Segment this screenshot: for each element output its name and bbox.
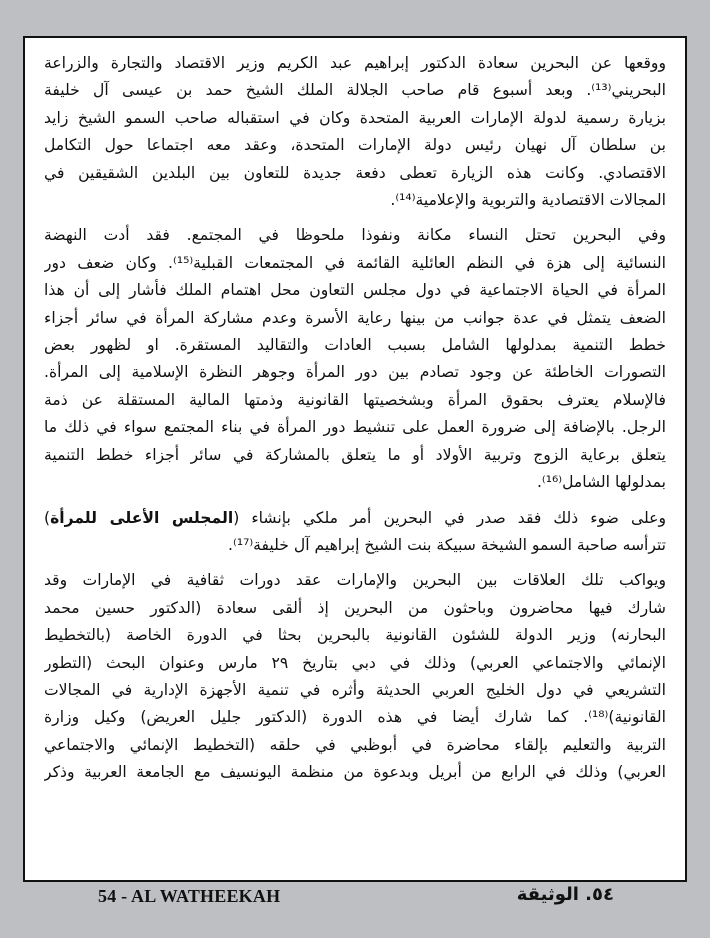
council-name: المجلس الأعلى للمرأة (50, 508, 234, 527)
paragraph-2 (44, 222, 666, 496)
paragraph-3 (44, 505, 666, 560)
page-number-en: 54 - AL WATHEEKAH (98, 886, 281, 906)
page-footer (0, 884, 710, 914)
text-line: الاقتصادي. وكانت هذه الزيارة تعطى دفعة جديدة للتعاون بين البلدين الشقيقين في (44, 163, 666, 182)
text-line: البحارنه) وزير الدولة للشئون القانونية بالبحرين بحثا في الدورة الخاصة (بالتخطيط (44, 626, 666, 645)
text-line: وفي البحرين تحتل النساء مكانة ونفوذا ملحوظا في المجتمع. فقد أدت النهضة (44, 226, 666, 245)
text-line: الضعف يتمثل في عدة جوانب من بينها رعاية الأسرة وعدم مشاركة المرأة في سائر أجزاء (44, 308, 666, 327)
paragraph-1 (44, 50, 666, 214)
text-run: ) (44, 508, 51, 527)
text-line: التشريعي في دول الخليج العربي الحديثة وأثره في تنمية الأجهزة الإدارية في المجالات (44, 680, 666, 699)
text-line: يتعلق برعاية الزوج وتربية الأولاد أو ما يتعلق بالمشاركة في سائر أجزاء خطط التنمية (44, 445, 666, 464)
text-line: الرجل. بالإضافة إلى ضرورة العمل على تنشيط دور المرأة في بناء المجتمع سواء في ذلك ما (44, 418, 666, 437)
text-line: بن سلطان آل نهيان رئيس دولة الإمارات المتحدة، وعقد معه اجتماعا حول التكامل (44, 136, 666, 155)
text-line: المجالات الاقتصادية والتربوية والإعلامية⁽¹⁴⁾. (390, 191, 666, 210)
text-line: بزيارة رسمية لدولة الإمارات العربية المتحدة وكان في استقباله صاحب السمو الشيخ زايد (44, 108, 666, 127)
text-run: وعلى ضوء ذلك فقد صدر في البحرين أمر ملكي بإنشاء ( (233, 508, 666, 527)
text-line: ويواكب تلك العلاقات بين البحرين والإمارات عقد دورات ثقافية في الإمارات وقد (44, 571, 666, 590)
text-line: التربية والتعليم بإلقاء محاضرة في أبوظبي في حلقه (التخطيط الإنمائي والاجتماعي (44, 735, 666, 754)
page-number-ar: ٥٤. الوثيقة (516, 884, 614, 905)
article-body (44, 50, 666, 787)
text-line: ووقعها عن البحرين سعادة الدكتور إبراهيم عبد الكريم وزير الاقتصاد والتجارة والزراعة (44, 54, 666, 72)
text-line: خطط التنمية بمدلولها الشامل بسبب العادات والتقاليد المستقرة. او لظهور بعض (44, 336, 666, 355)
text-line: النسائية إلى هزة في النظم العائلية القائمة في المجتمعات القبلية⁽¹⁵⁾. وكان ضعف دور (44, 253, 666, 272)
text-line: القانونية)⁽¹⁸⁾. كما شارك أيضا في هذه الدورة (الدكتور جليل العريض) وكيل وزارة (44, 708, 666, 727)
text-line: البحريني⁽¹³⁾. وبعد أسبوع قام صاحب الجلالة الملك الشيخ حمد بن عيسى آل خليفة (44, 81, 666, 100)
text-line: الإنمائي والاجتماعي العربي) وذلك في دبي بتاريخ ٢٩ مارس وعنوان البحث (التطور (44, 653, 666, 672)
text-line: فالإسلام يعترف بحقوق المرأة وبشخصيتها القانونية وذمتها المالية المستقلة عن ذمة (44, 390, 666, 409)
text-line: شارك فيها محاضرون وباحثون من البحرين إذ ألقى سعادة (الدكتور حسين محمد (44, 598, 666, 617)
text-line: العربي) وذلك في الرابع من أبريل وبدعوة من منظمة اليونسيف مع الجامعة العربية وذكر (44, 763, 666, 782)
text-line: المرأة في الحياة الاجتماعية في دول مجلس التعاون محل اهتمام الملك فأشار إلى أن هذا (44, 281, 666, 300)
text-line: التصورات الخاطئة عن وجود تصادم بين دور المرأة وجوهر النظرة الإسلامية إلى المرأة. (44, 363, 666, 382)
paragraph-4 (44, 567, 666, 786)
text-line (44, 505, 666, 532)
text-line: تترأسه صاحبة السمو الشيخة سبيكة بنت الشيخ إبراهيم آل خليفة⁽¹⁷⁾. (228, 535, 666, 554)
text-line: بمدلولها الشامل⁽¹⁶⁾. (536, 473, 666, 492)
